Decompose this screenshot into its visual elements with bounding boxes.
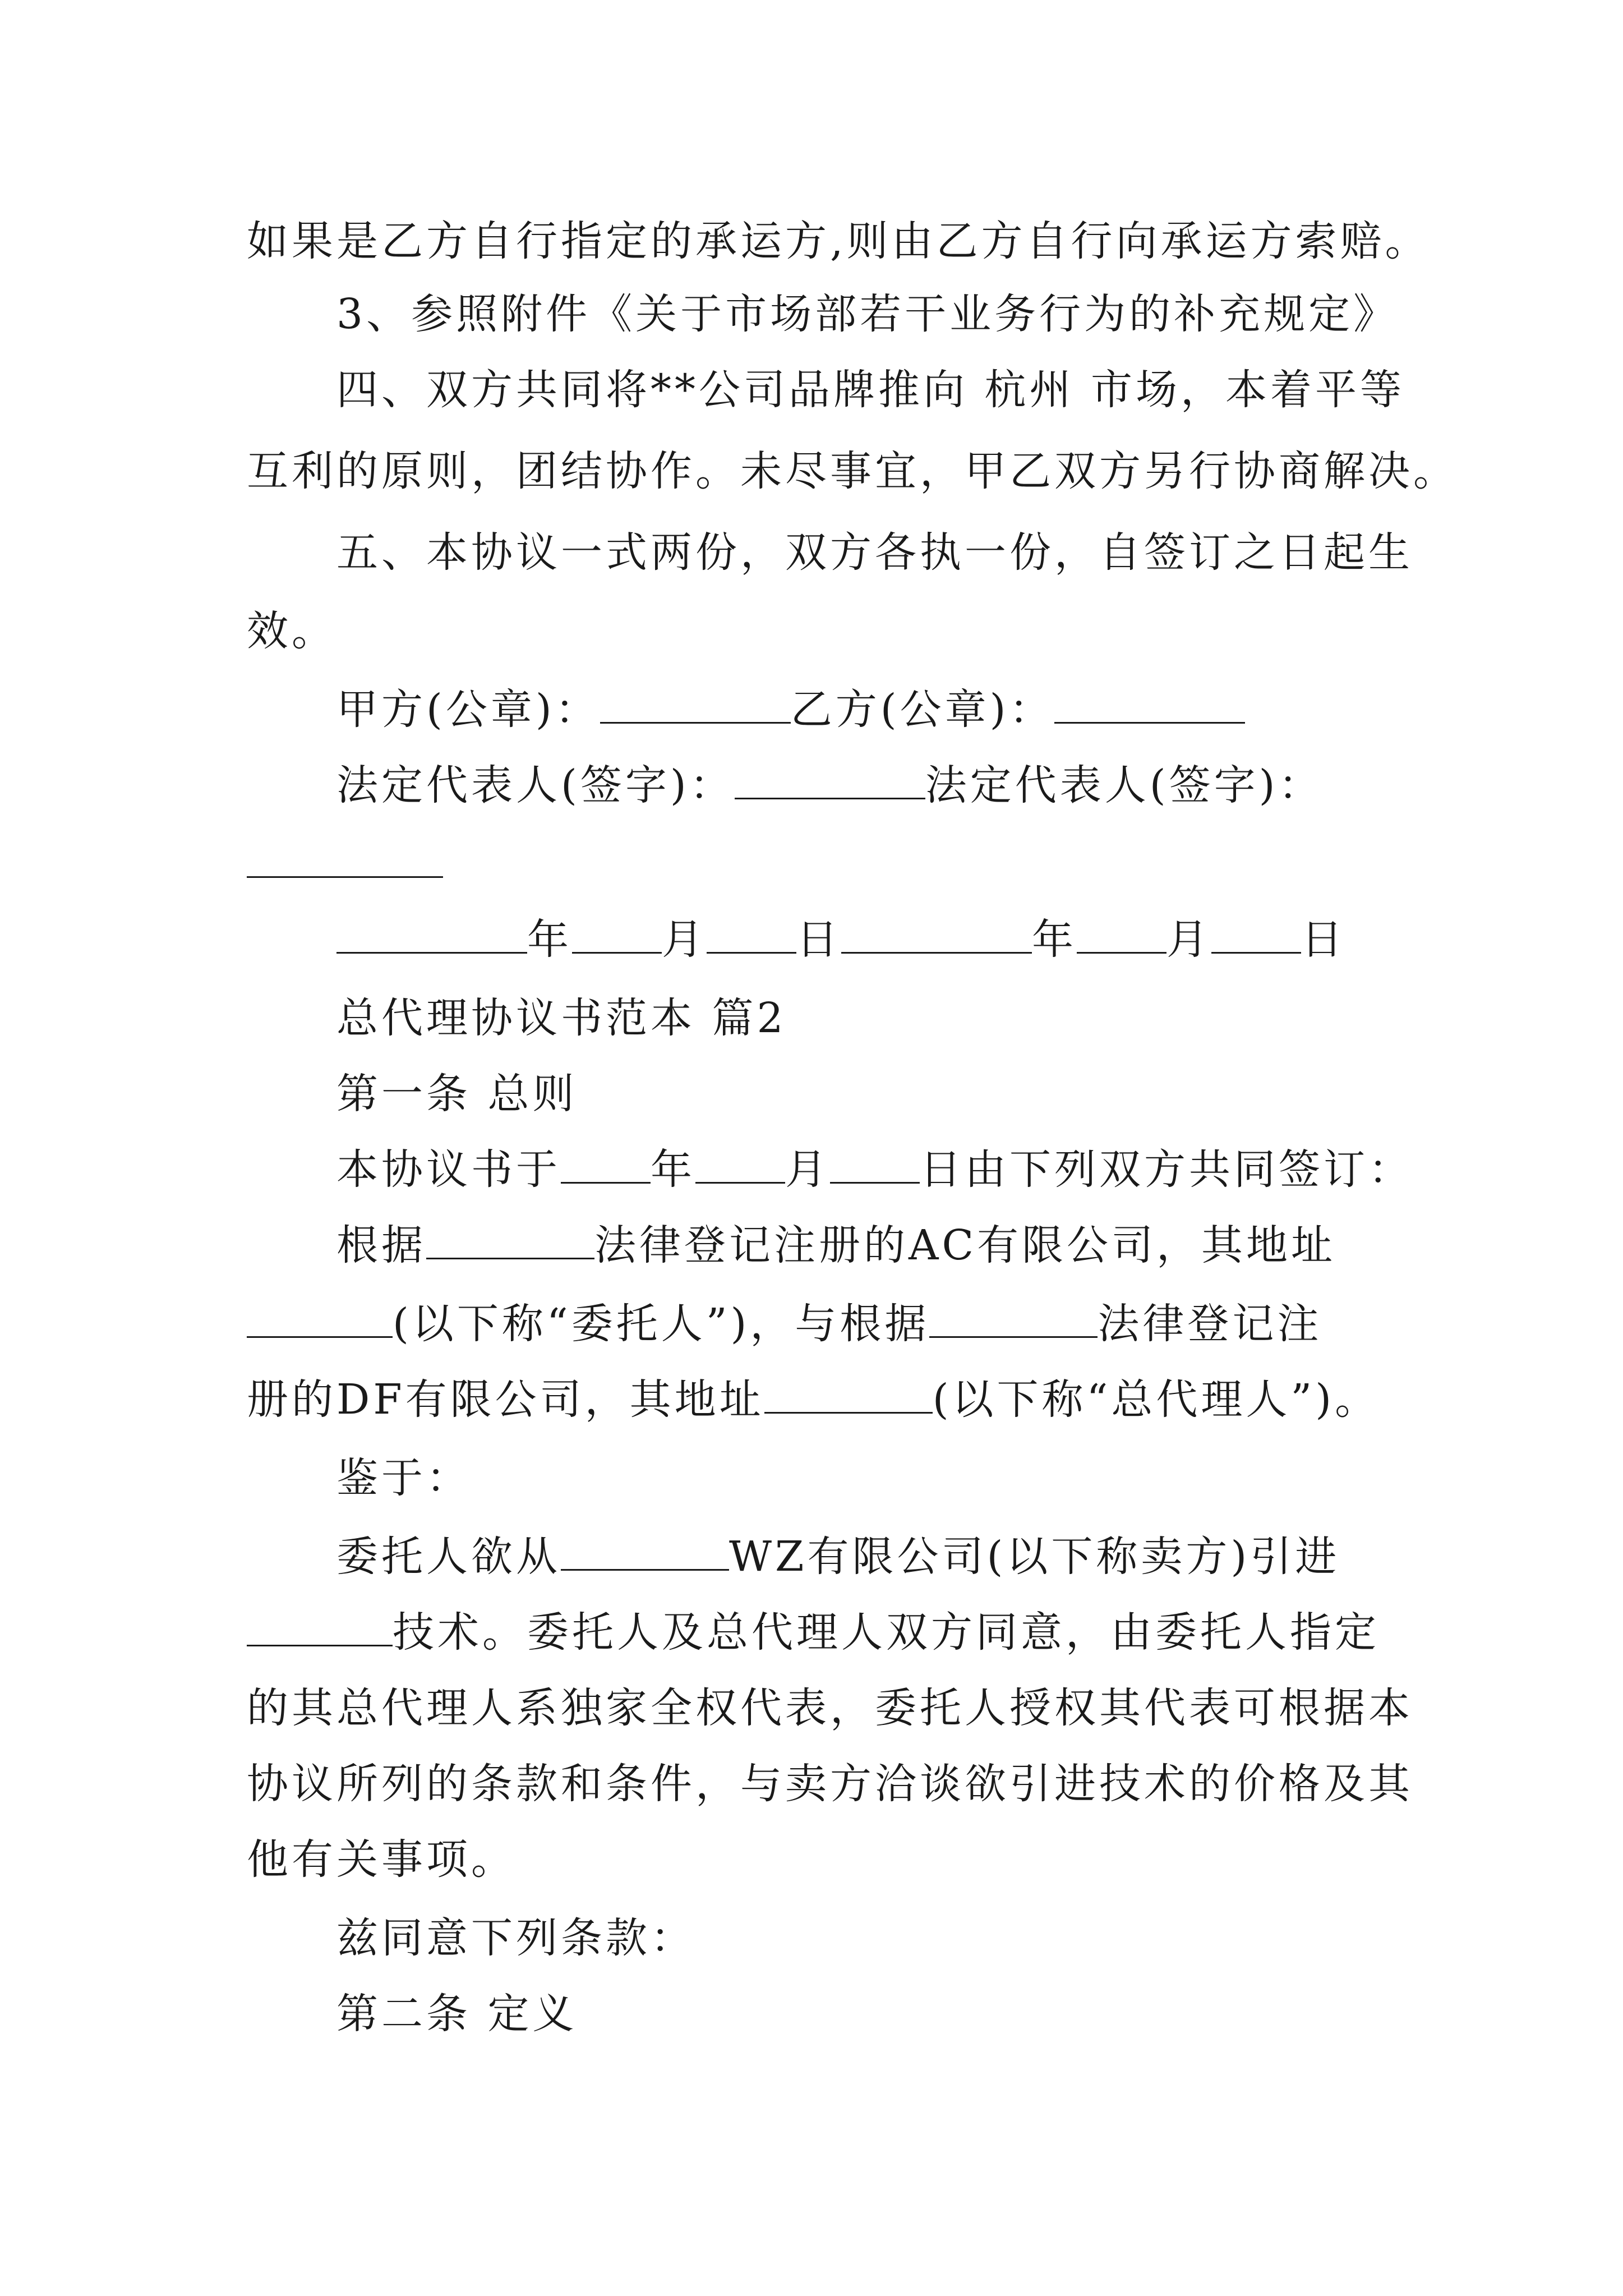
whereas-line: 他有关事项。 <box>247 1835 516 1884</box>
day-a-label: 日 <box>796 915 841 964</box>
whereas-text: WZ有限公司(以下称卖方)引进 <box>729 1533 1340 1581</box>
party-text: (以下称“总代理人”)。 <box>932 1375 1380 1424</box>
party-a-seal-blank <box>600 683 791 724</box>
month-a-blank <box>572 913 662 954</box>
party-b-seal-blank <box>1054 683 1245 724</box>
year-b-blank <box>841 913 1032 954</box>
party-line <box>336 1217 1514 1273</box>
paragraph-line: 五、本协议一式两份，双方各执一份，自签订之日起生 <box>336 528 1413 577</box>
intro-month-label: 月 <box>785 1145 830 1194</box>
rep-a-label: 法定代表人(签字)： <box>336 761 735 809</box>
day-a-blank <box>707 913 796 954</box>
whereas-heading: 鉴于： <box>336 1454 471 1502</box>
year-a-blank <box>336 913 527 954</box>
representative-line <box>336 757 1514 813</box>
party-line <box>247 1296 1424 1352</box>
address-blank <box>764 1373 933 1414</box>
party-text: 法律登记注册的AC有限公司，其地址 <box>594 1221 1336 1269</box>
whereas-line: 的其总代理人系独家全权代表，委托人授权其代表可根据本 <box>247 1684 1413 1732</box>
article-2-heading: 第二条 定义 <box>336 1990 578 2038</box>
paragraph-line: 效。 <box>247 607 336 655</box>
month-b-label: 月 <box>1166 915 1211 964</box>
article-1-heading: 第一条 总则 <box>336 1070 578 1118</box>
whereas-text: 委托人欲从 <box>336 1533 561 1581</box>
whereas-line <box>247 1604 1424 1660</box>
rep-b-blank <box>247 837 443 878</box>
party-text: 根据 <box>336 1221 426 1269</box>
law-blank <box>426 1218 594 1259</box>
party-text: (以下称“委托人”)，与根据 <box>393 1300 930 1348</box>
month-a-label: 月 <box>662 915 707 964</box>
section-title: 总代理协议书范本 篇2 <box>336 994 787 1042</box>
paragraph-line: 四、双方共同将**公司品牌推向 杭州 市场，本着平等 <box>336 366 1405 414</box>
law-blank <box>929 1297 1098 1338</box>
whereas-text: 技术。委托人及总代理人双方同意，由委托人指定 <box>393 1608 1380 1657</box>
party-a-seal-label: 甲方(公章)： <box>336 685 600 734</box>
year-a-label: 年 <box>527 915 572 964</box>
whereas-line: 协议所列的条款和条件，与卖方洽谈欲引进技术的价格及其 <box>247 1760 1413 1808</box>
seal-line <box>336 682 1514 738</box>
paragraph-line: 3、参照附件《关于市场部若干业务行为的补充规定》 <box>336 290 1399 338</box>
seller-blank <box>561 1530 729 1571</box>
intro-month-blank <box>695 1143 785 1184</box>
intro-year-label: 年 <box>651 1145 695 1194</box>
party-text: 册的DF有限公司，其地址 <box>247 1375 764 1424</box>
address-blank <box>247 1297 393 1338</box>
party-line <box>247 1372 1424 1428</box>
agree-line: 兹同意下列条款： <box>336 1914 695 1962</box>
intro-text-end: 日由下列双方共同签订： <box>920 1145 1413 1194</box>
day-b-blank <box>1211 913 1301 954</box>
rep-a-blank <box>735 758 925 799</box>
party-text: 法律登记注 <box>1098 1300 1322 1348</box>
date-line <box>336 912 1514 968</box>
intro-line <box>336 1142 1514 1198</box>
year-b-label: 年 <box>1032 915 1077 964</box>
intro-year-blank <box>561 1143 651 1184</box>
intro-text: 本协议书于 <box>336 1145 561 1194</box>
paragraph-line: 互利的原则，团结协作。未尽事宜，甲乙双方另行协商解决。 <box>247 447 1458 495</box>
whereas-line <box>336 1529 1514 1585</box>
month-b-blank <box>1077 913 1166 954</box>
paragraph-line: 如果是乙方自行指定的承运方,则由乙方自行向承运方索赔。 <box>247 217 1430 265</box>
rep-b-label: 法定代表人(签字)： <box>925 761 1324 809</box>
technology-blank <box>247 1605 393 1646</box>
rep-b-blank-line <box>247 836 1424 892</box>
party-b-seal-label: 乙方(公章)： <box>790 685 1054 734</box>
intro-day-blank <box>830 1143 920 1184</box>
day-b-label: 日 <box>1301 915 1346 964</box>
